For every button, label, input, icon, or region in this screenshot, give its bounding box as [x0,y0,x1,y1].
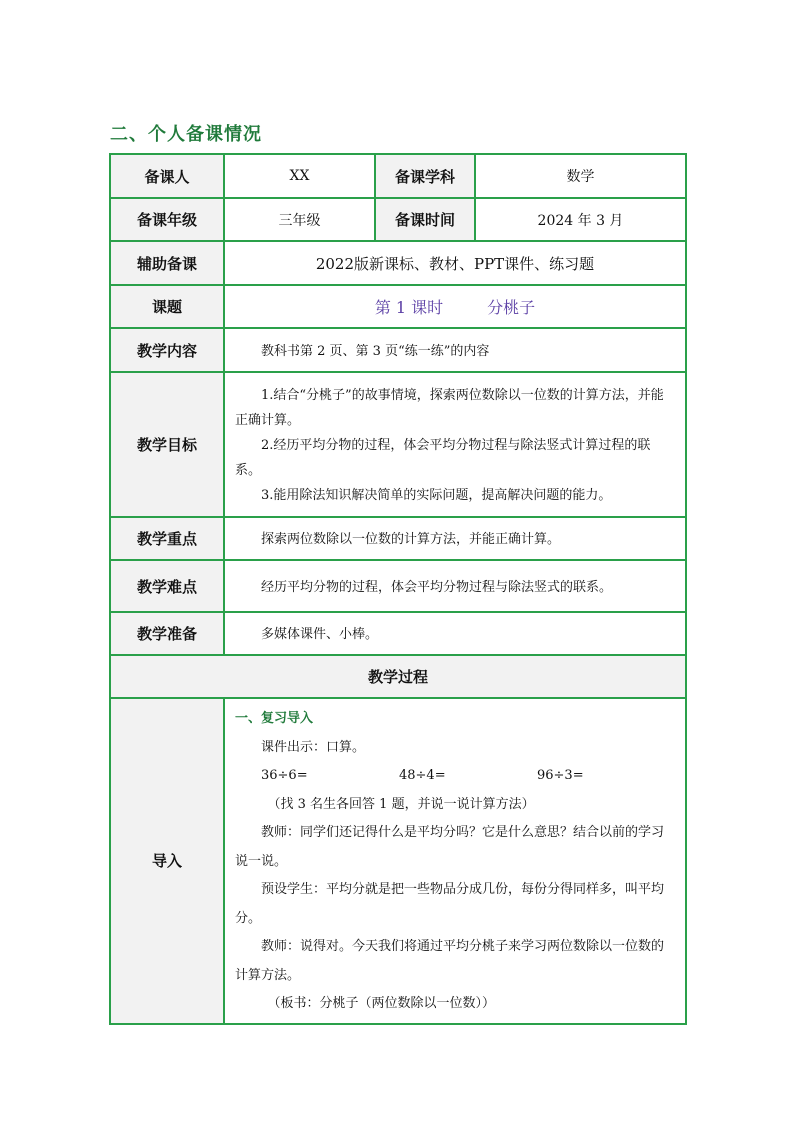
topic-lesson: 第 1 课时 [374,298,444,317]
prep-value: 多媒体课件、小棒。 [224,612,686,655]
lesson-plan-table [109,153,687,1025]
calc-row [235,762,675,791]
preparer-label: 备课人 [110,154,224,198]
teacher-line: 教师：同学们还记得什么是平均分吗？它是什么意思？结合以前的学习说一说。 [235,825,665,869]
content-value: 教科书第 2 页、第 3 页“练一练”的内容 [224,328,686,372]
preparer-value: XX [224,154,375,198]
difficulty-label: 教学难点 [110,560,224,612]
process-title: 教学过程 [110,655,686,698]
student-line: 预设学生：平均分就是把一些物品分成几份，每份分得同样多，叫平均分。 [235,882,665,926]
goals-list [224,372,686,517]
grade-value: 三年级 [224,198,375,241]
intro-line: 课件出示：口算。 [261,739,366,755]
difficulty-value: 经历平均分物的过程，体会平均分物过程与除法竖式的联系。 [224,560,686,612]
intro-subheading: 一、复习导入 [235,711,314,726]
key-label: 教学重点 [110,517,224,560]
content-label: 教学内容 [110,328,224,372]
aux-label: 辅助备课 [110,241,224,285]
topic-value [224,285,686,328]
prep-label: 教学准备 [110,612,224,655]
goal-item: 2.经历平均分物的过程，体会平均分物过程与除法竖式计算过程的联系。 [235,438,651,478]
subject-value: 数学 [475,154,686,198]
grade-label: 备课年级 [110,198,224,241]
intro-note: （找 3 名生各回答 1 题，并说一说计算方法） [267,796,535,812]
subject-label: 备课学科 [375,154,475,198]
calc-item: 96÷3= [537,768,584,783]
goal-item: 1.结合“分桃子”的故事情境，探索两位数除以一位数的计算方法，并能正确计算。 [235,388,664,428]
topic-label: 课题 [110,285,224,328]
time-label: 备课时间 [375,198,475,241]
calc-item: 48÷4= [399,768,446,783]
goals-label: 教学目标 [110,372,224,517]
calc-item: 36÷6= [261,768,308,783]
topic-title: 分桃子 [487,298,536,317]
aux-value: 2022版新课标、教材、PPT课件、练习题 [224,241,686,285]
key-value: 探索两位数除以一位数的计算方法，并能正确计算。 [224,517,686,560]
teacher-line: 教师：说得对。今天我们将通过平均分桃子来学习两位数除以一位数的计算方法。 [235,939,665,983]
time-value: 2024 年 3 月 [475,198,686,241]
board-note: （板书：分桃子（两位数除以一位数）） [267,996,496,1011]
intro-content [224,698,686,1024]
goal-item: 3.能用除法知识解决简单的实际问题，提高解决问题的能力。 [261,488,612,503]
intro-label: 导入 [110,698,224,1024]
section-heading: 二、个人备课情况 [110,124,262,145]
